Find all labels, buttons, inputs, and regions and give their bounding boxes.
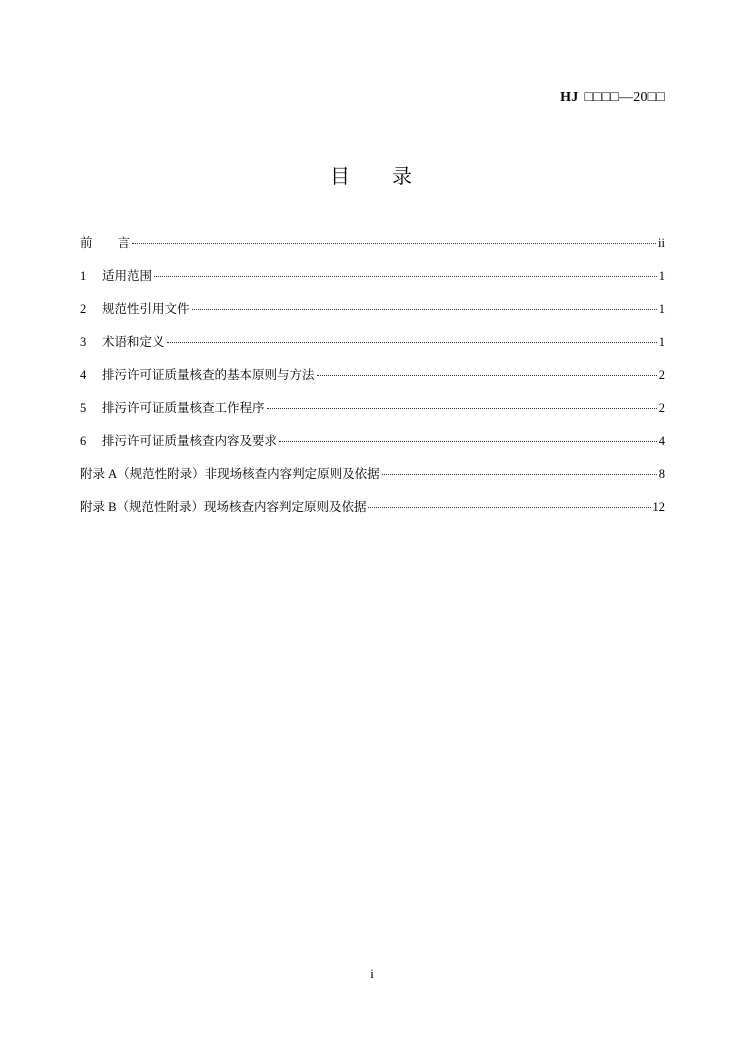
toc-entry-label: 排污许可证质量核查内容及要求	[102, 434, 278, 448]
dot-leader	[192, 309, 657, 310]
toc-entry-page: 1	[658, 302, 665, 316]
standard-number: □□□□—20□□	[584, 90, 665, 105]
toc-entry-principles-methods[interactable]	[80, 365, 665, 398]
dot-leader	[167, 342, 657, 343]
toc-entry-label: 前 言	[80, 236, 131, 250]
dot-leader	[317, 375, 657, 376]
toc-entry-scope[interactable]	[80, 266, 665, 299]
toc-entry-page: 12	[652, 500, 665, 514]
dot-leader	[132, 243, 656, 244]
dot-leader	[368, 507, 650, 508]
toc-heading-part1: 目	[330, 166, 352, 188]
toc-entry-number: 6	[80, 434, 87, 448]
toc-entry-number: 5	[80, 401, 87, 415]
toc-entry-appendix-b[interactable]	[80, 497, 665, 530]
toc-entry-label: 规范性引用文件	[102, 302, 190, 316]
dot-leader	[154, 276, 657, 277]
toc-entry-label: 适用范围	[102, 269, 153, 283]
toc-entry-label: 排污许可证质量核查工作程序	[102, 401, 265, 415]
toc-entry-page: 4	[658, 434, 665, 448]
toc-entry-work-procedure[interactable]	[80, 398, 665, 431]
toc-entry-label: 附录 B（规范性附录）现场核查内容判定原则及依据	[80, 500, 367, 514]
toc-entry-foreword[interactable]	[80, 233, 665, 266]
dot-leader	[382, 474, 657, 475]
dot-leader	[267, 408, 657, 409]
toc-entry-content-requirements[interactable]	[80, 431, 665, 464]
toc-entry-page: ii	[658, 236, 665, 250]
toc-entry-label: 附录 A（规范性附录）非现场核查内容判定原则及依据	[80, 467, 380, 481]
toc-entry-page: 1	[658, 335, 665, 349]
toc-entry-terms-definitions[interactable]	[80, 332, 665, 365]
toc-heading-part2: 录	[392, 166, 414, 188]
table-of-contents	[80, 233, 665, 530]
document-code	[560, 90, 665, 106]
toc-entry-number: 1	[80, 269, 87, 283]
toc-heading	[0, 160, 744, 189]
toc-entry-page: 8	[658, 467, 665, 481]
standard-prefix: HJ	[560, 90, 579, 105]
page-number: i	[370, 966, 374, 981]
toc-entry-appendix-a[interactable]	[80, 464, 665, 497]
toc-entry-number: 2	[80, 302, 87, 316]
toc-entry-page: 2	[658, 368, 665, 382]
toc-entry-label: 排污许可证质量核查的基本原则与方法	[102, 368, 315, 382]
toc-entry-label: 术语和定义	[102, 335, 165, 349]
toc-entry-page: 2	[658, 401, 665, 415]
toc-entry-number: 4	[80, 368, 87, 382]
dot-leader	[279, 441, 657, 442]
toc-entry-number: 3	[80, 335, 87, 349]
toc-entry-page: 1	[658, 269, 665, 283]
toc-entry-normative-references[interactable]	[80, 299, 665, 332]
